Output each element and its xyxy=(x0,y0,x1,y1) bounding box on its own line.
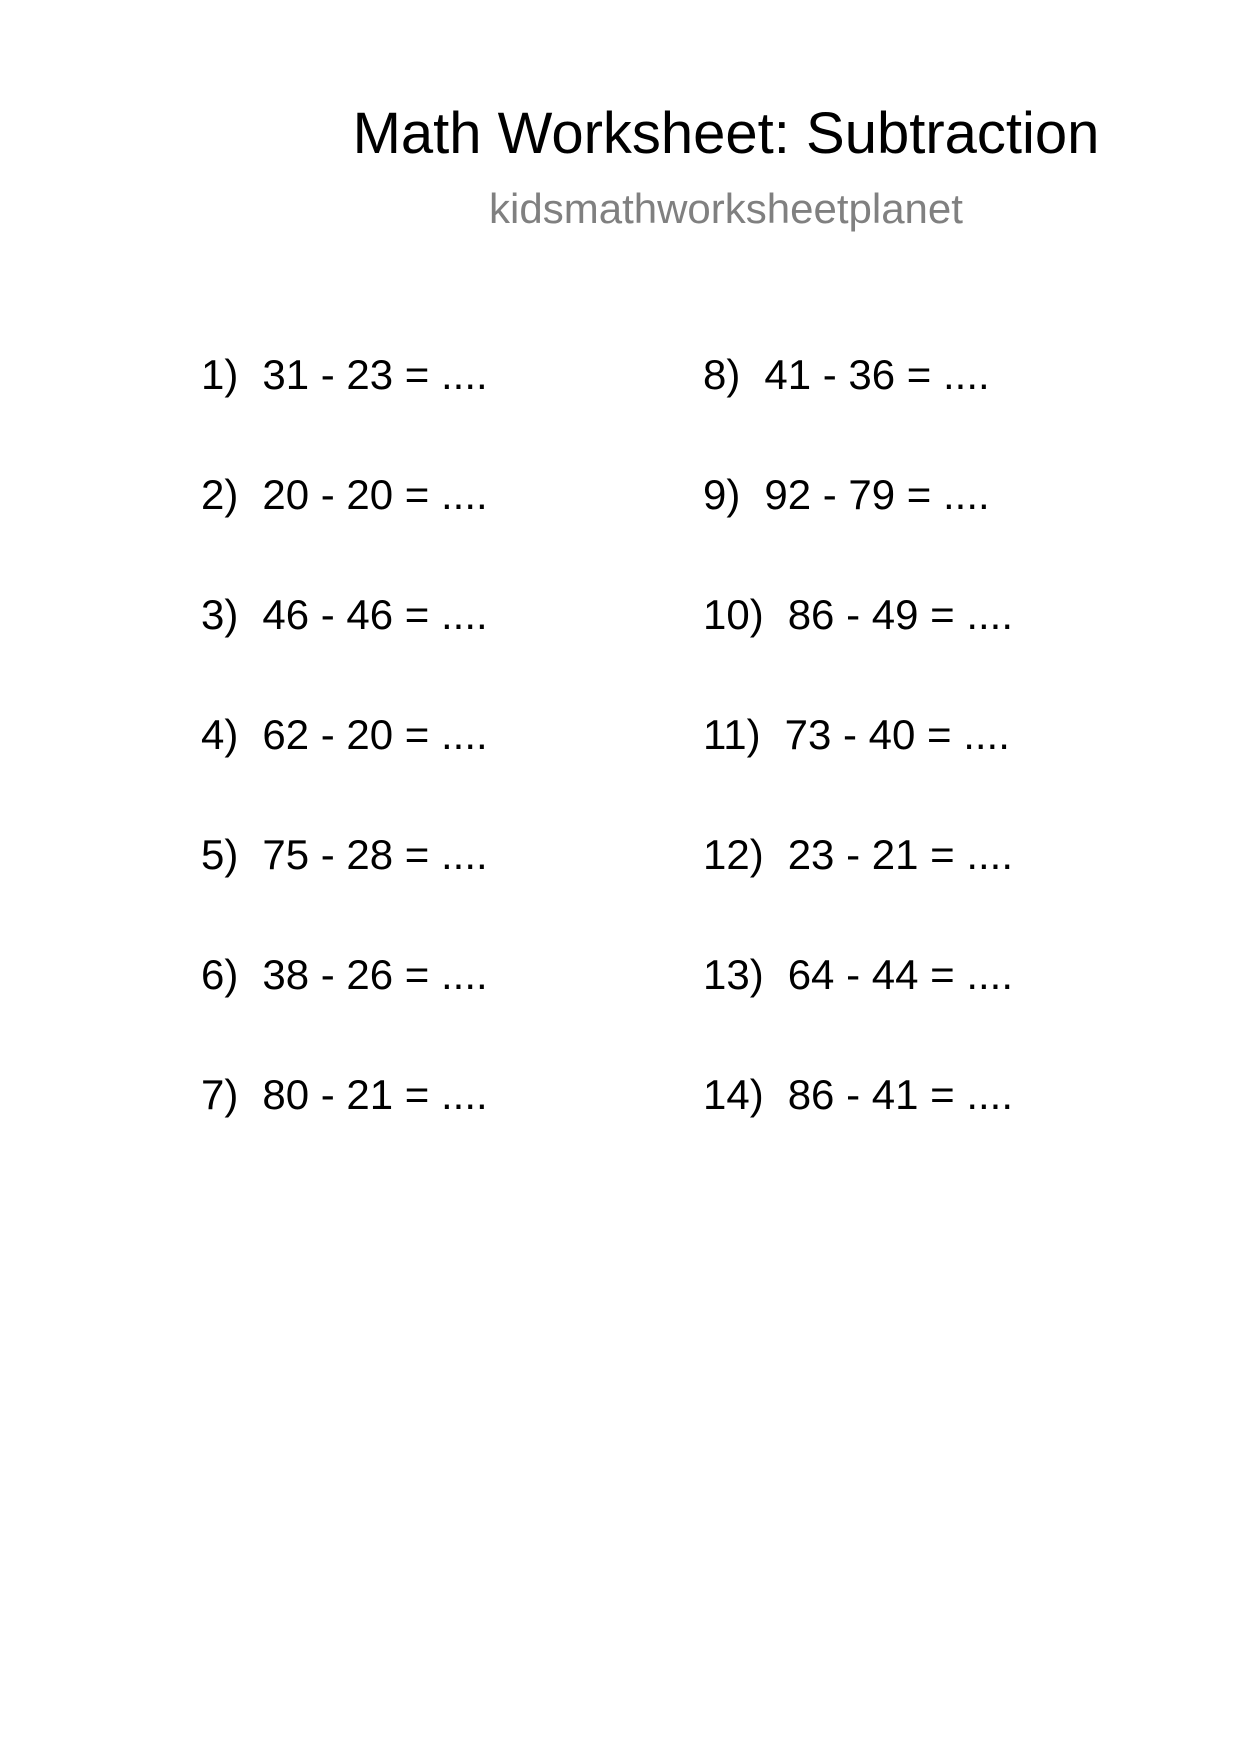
problem-expression: 41 - 36 = .... xyxy=(764,351,990,398)
problem-item xyxy=(201,470,488,590)
page-title: Math Worksheet: Subtraction xyxy=(352,101,1100,166)
problem-expression: 31 - 23 = .... xyxy=(262,351,488,398)
problem-expression: 80 - 21 = .... xyxy=(262,1071,488,1118)
problem-expression: 73 - 40 = .... xyxy=(784,711,1010,758)
problem-number: 2) xyxy=(201,471,239,518)
problem-number: 13) xyxy=(703,951,764,998)
problem-number: 7) xyxy=(201,1071,239,1118)
problem-number: 11) xyxy=(703,711,761,758)
problem-expression: 23 - 21 = .... xyxy=(787,831,1014,878)
problem-expression: 46 - 46 = .... xyxy=(262,591,488,638)
problem-number: 6) xyxy=(201,951,239,998)
problem-number: 9) xyxy=(703,471,741,518)
problem-item xyxy=(703,1070,1013,1190)
problem-number: 10) xyxy=(703,591,764,638)
problem-item xyxy=(201,710,488,830)
problem-item xyxy=(201,590,488,710)
problem-item xyxy=(201,1070,488,1190)
problem-item xyxy=(703,830,1013,950)
problem-item xyxy=(703,950,1013,1070)
problem-number: 5) xyxy=(201,831,239,878)
problem-item xyxy=(201,350,488,470)
problem-item xyxy=(703,470,1013,590)
problem-item xyxy=(703,590,1013,710)
problem-expression: 86 - 41 = .... xyxy=(787,1071,1014,1118)
problem-expression: 20 - 20 = .... xyxy=(262,471,488,518)
problems-column-left xyxy=(201,350,488,1190)
problem-expression: 86 - 49 = .... xyxy=(787,591,1014,638)
problem-number: 1) xyxy=(201,351,239,398)
problem-number: 8) xyxy=(703,351,741,398)
problem-number: 4) xyxy=(201,711,239,758)
problem-expression: 64 - 44 = .... xyxy=(787,951,1014,998)
problem-expression: 62 - 20 = .... xyxy=(262,711,488,758)
problem-item xyxy=(703,350,1013,470)
problem-expression: 75 - 28 = .... xyxy=(262,831,488,878)
problem-expression: 38 - 26 = .... xyxy=(262,951,488,998)
problem-number: 3) xyxy=(201,591,239,638)
problem-item xyxy=(201,830,488,950)
problems-column-right xyxy=(703,350,1013,1190)
problem-item xyxy=(201,950,488,1070)
page-subtitle: kidsmathworksheetplanet xyxy=(489,185,963,232)
problem-expression: 92 - 79 = .... xyxy=(764,471,990,518)
problem-number: 12) xyxy=(703,831,764,878)
problem-number: 14) xyxy=(703,1071,764,1118)
problem-item xyxy=(703,710,1013,830)
